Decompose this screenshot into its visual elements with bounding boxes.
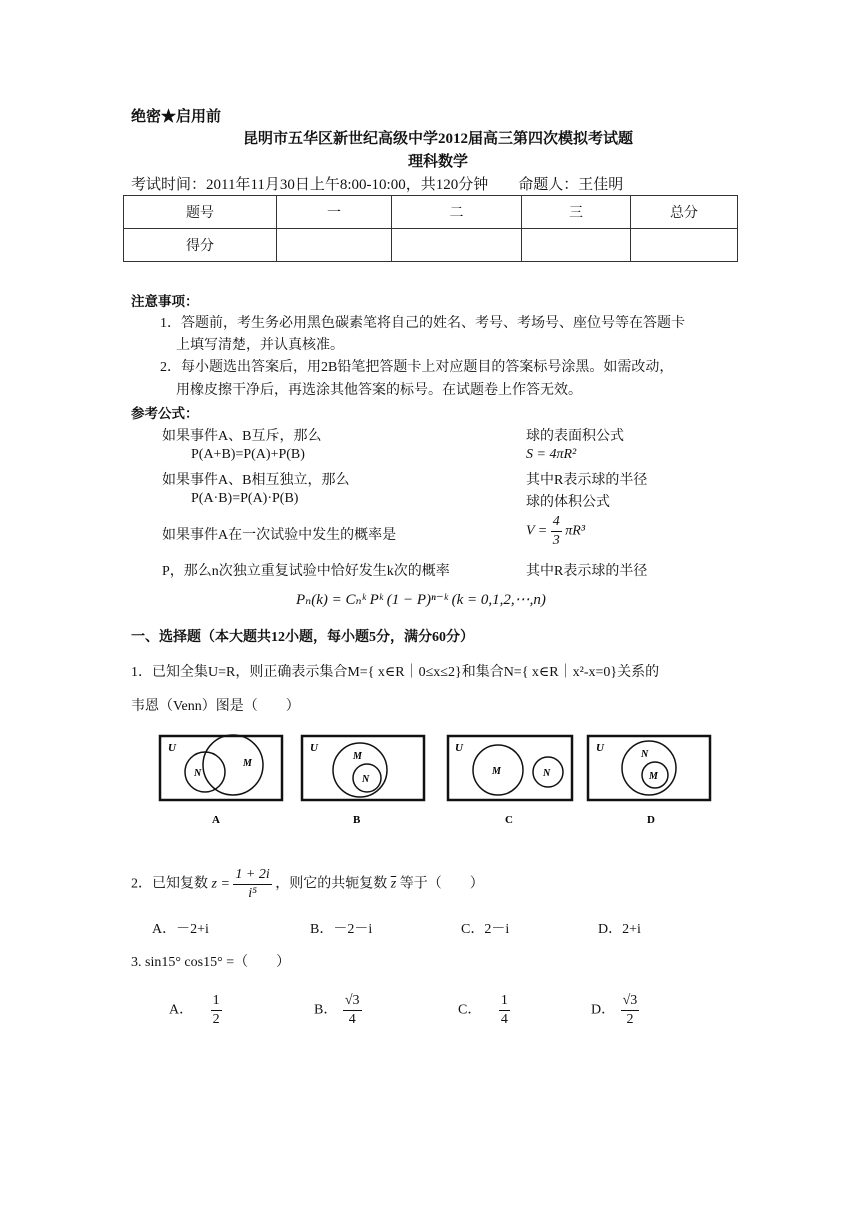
volume-suffix: πR³ [565, 523, 586, 539]
q3-stem: 3. sin15° cos15° =（ ） [131, 955, 291, 970]
score-cell[interactable] [631, 229, 738, 262]
note-item-1-line-1: 1．答题前，考生务必用黑色碳素笔将自己的姓名、考号、考场号、座位号等在答题卡 [160, 316, 685, 331]
q3-option-a-num: 1 [211, 992, 222, 1011]
volume-fraction-num: 4 [551, 513, 562, 532]
q2-option-c[interactable]: C．2－i [461, 922, 510, 937]
formula-binomial: Pₙ(k) = Cₙᵏ Pᵏ (1 − P)ⁿ⁻ᵏ (k = 0,1,2,⋯,n) [296, 592, 546, 608]
subject-title: 理科数学 [407, 154, 468, 170]
venn-d-universe-box [588, 736, 710, 800]
section-1-title: 一、选择题（本大题共12小题，每小题5分，满分60分） [131, 630, 474, 645]
formula-radius-note-1: 其中R表示球的半径 [526, 473, 648, 488]
q3-option-b-den: 4 [348, 1012, 356, 1027]
venn-a-universe-box [160, 736, 282, 800]
exam-title: 昆明市五华区新世纪高级中学2012届高三第四次模拟考试题 [242, 131, 633, 147]
score-cell[interactable] [522, 229, 631, 262]
venn-c-universe-box [448, 736, 572, 800]
q3-option-d-label: D． [591, 1002, 616, 1018]
formula-independent: 如果事件A、B相互独立，那么 [162, 473, 350, 488]
q2-option-a[interactable]: A．－2+i [152, 922, 209, 937]
venn-a-caption: A [212, 814, 220, 826]
venn-d-caption: D [647, 814, 655, 826]
venn-a-u-label: U [168, 742, 176, 754]
venn-a-n-label: N [194, 768, 202, 779]
q3-option-a[interactable] [169, 992, 222, 1029]
formula-sum-rule: P(A+B)=P(A)+P(B) [191, 447, 305, 462]
venn-a-m-circle [203, 735, 263, 795]
q3-option-a-label: A． [169, 1002, 194, 1018]
score-header-cell: 一 [277, 196, 392, 229]
q3-option-d-fraction [621, 992, 640, 1029]
venn-b-caption: B [353, 814, 361, 826]
q2-z-eq: z = [211, 876, 230, 892]
formula-binomial-desc: P，那么n次独立重复试验中恰好发生k次的概率 [162, 564, 450, 579]
volume-fraction [551, 513, 562, 550]
score-header-cell: 总分 [631, 196, 738, 229]
q1-stem-line-2: 韦恩（Venn）图是（ ） [131, 699, 300, 714]
q2-zbar: $\overline{z}$ [390, 876, 397, 892]
venn-a-m-label: M [243, 758, 252, 769]
volume-fraction-den: 3 [552, 533, 560, 548]
q3-option-b-fraction [343, 992, 362, 1029]
venn-b-n-label: N [362, 774, 370, 785]
venn-b-u-label: U [310, 742, 318, 754]
notes-title: 注意事项： [131, 294, 199, 309]
score-cell[interactable] [277, 229, 392, 262]
formula-mutually-exclusive: 如果事件A、B互斥，那么 [162, 429, 322, 444]
exam-info: 考试时间：2011年11月30日上午8:00-10:00，共120分钟 命题人：王佳明 [131, 177, 624, 193]
q2-fraction [233, 866, 271, 903]
venn-b-universe-box [302, 736, 424, 800]
venn-option-b[interactable] [302, 736, 424, 800]
q3-option-b-label: B． [314, 1002, 338, 1018]
q3-option-d-den: 2 [626, 1012, 634, 1027]
q3-option-c-fraction [499, 992, 510, 1029]
venn-option-a[interactable] [160, 735, 282, 800]
score-table [123, 195, 738, 262]
venn-d-u-label: U [596, 742, 604, 754]
q2-suffix: ，则它的共轭复数 [275, 876, 388, 892]
formula-product-rule: P(A·B)=P(A)·P(B) [191, 491, 299, 506]
venn-d-m-label: M [649, 771, 658, 782]
q2-end: 等于（ ） [399, 876, 484, 892]
q2-stem [131, 866, 484, 903]
q2-option-b[interactable]: B．－2－i [310, 922, 373, 937]
q3-option-c[interactable] [458, 992, 510, 1029]
formula-sphere-volume-title: 球的体积公式 [526, 495, 610, 510]
q1-stem-line-1: 1．已知全集U=R，则正确表示集合M={ x∈R｜0≤x≤2}和集合N={ x∈R｜x²-x=0}关系的 [131, 665, 660, 680]
q3-option-d[interactable] [591, 992, 639, 1029]
q3-option-c-num: 1 [499, 992, 510, 1011]
q3-option-b[interactable] [314, 992, 362, 1029]
score-table-row [124, 229, 738, 262]
note-item-2-line-2: 用橡皮擦干净后，再选涂其他答案的标号。在试题卷上作答无效。 [176, 383, 582, 398]
score-cell[interactable] [392, 229, 522, 262]
q3-option-b-num: √3 [343, 992, 362, 1011]
score-row-label: 得分 [124, 229, 277, 262]
venn-c-u-label: U [455, 742, 463, 754]
q2-fraction-den: i⁵ [248, 886, 257, 901]
secret-label: 绝密★启用前 [131, 109, 222, 125]
q3-option-a-den: 2 [212, 1012, 220, 1027]
q3-option-c-den: 4 [500, 1012, 508, 1027]
formula-sphere-volume [526, 513, 585, 550]
formula-probability-p: 如果事件A在一次试验中发生的概率是 [162, 528, 397, 543]
volume-prefix: V = [526, 523, 548, 539]
q3-option-c-label: C． [458, 1002, 482, 1018]
venn-c-m-label: M [492, 766, 501, 777]
formula-sphere-area: S = 4πR² [526, 447, 577, 462]
venn-a-n-circle [185, 752, 225, 792]
score-header-cell: 三 [522, 196, 631, 229]
venn-c-caption: C [505, 814, 513, 826]
q2-option-d[interactable]: D．2+i [598, 922, 641, 937]
venn-option-d[interactable] [588, 736, 710, 800]
venn-c-n-label: N [543, 768, 551, 779]
q3-option-a-fraction [211, 992, 222, 1029]
venn-diagrams [150, 730, 760, 830]
formula-sphere-area-title: 球的表面积公式 [526, 429, 624, 444]
venn-option-c[interactable] [448, 736, 572, 800]
note-item-1-line-2: 上填写清楚，并认真核准。 [176, 338, 344, 353]
venn-b-m-label: M [353, 751, 362, 762]
score-header-cell: 题号 [124, 196, 277, 229]
q3-option-d-num: √3 [621, 992, 640, 1011]
q2-fraction-num: 1 + 2i [233, 866, 271, 885]
score-header-cell: 二 [392, 196, 522, 229]
q2-prefix: 2．已知复数 [131, 876, 208, 892]
formulas-title: 参考公式： [131, 406, 199, 421]
note-item-2-line-1: 2．每小题选出答案后，用2B铅笔把答题卡上对应题目的答案标号涂黑。如需改动， [160, 360, 674, 375]
venn-d-n-label: N [641, 749, 649, 760]
score-table-header-row [124, 196, 738, 229]
formula-radius-note-2: 其中R表示球的半径 [526, 564, 648, 579]
